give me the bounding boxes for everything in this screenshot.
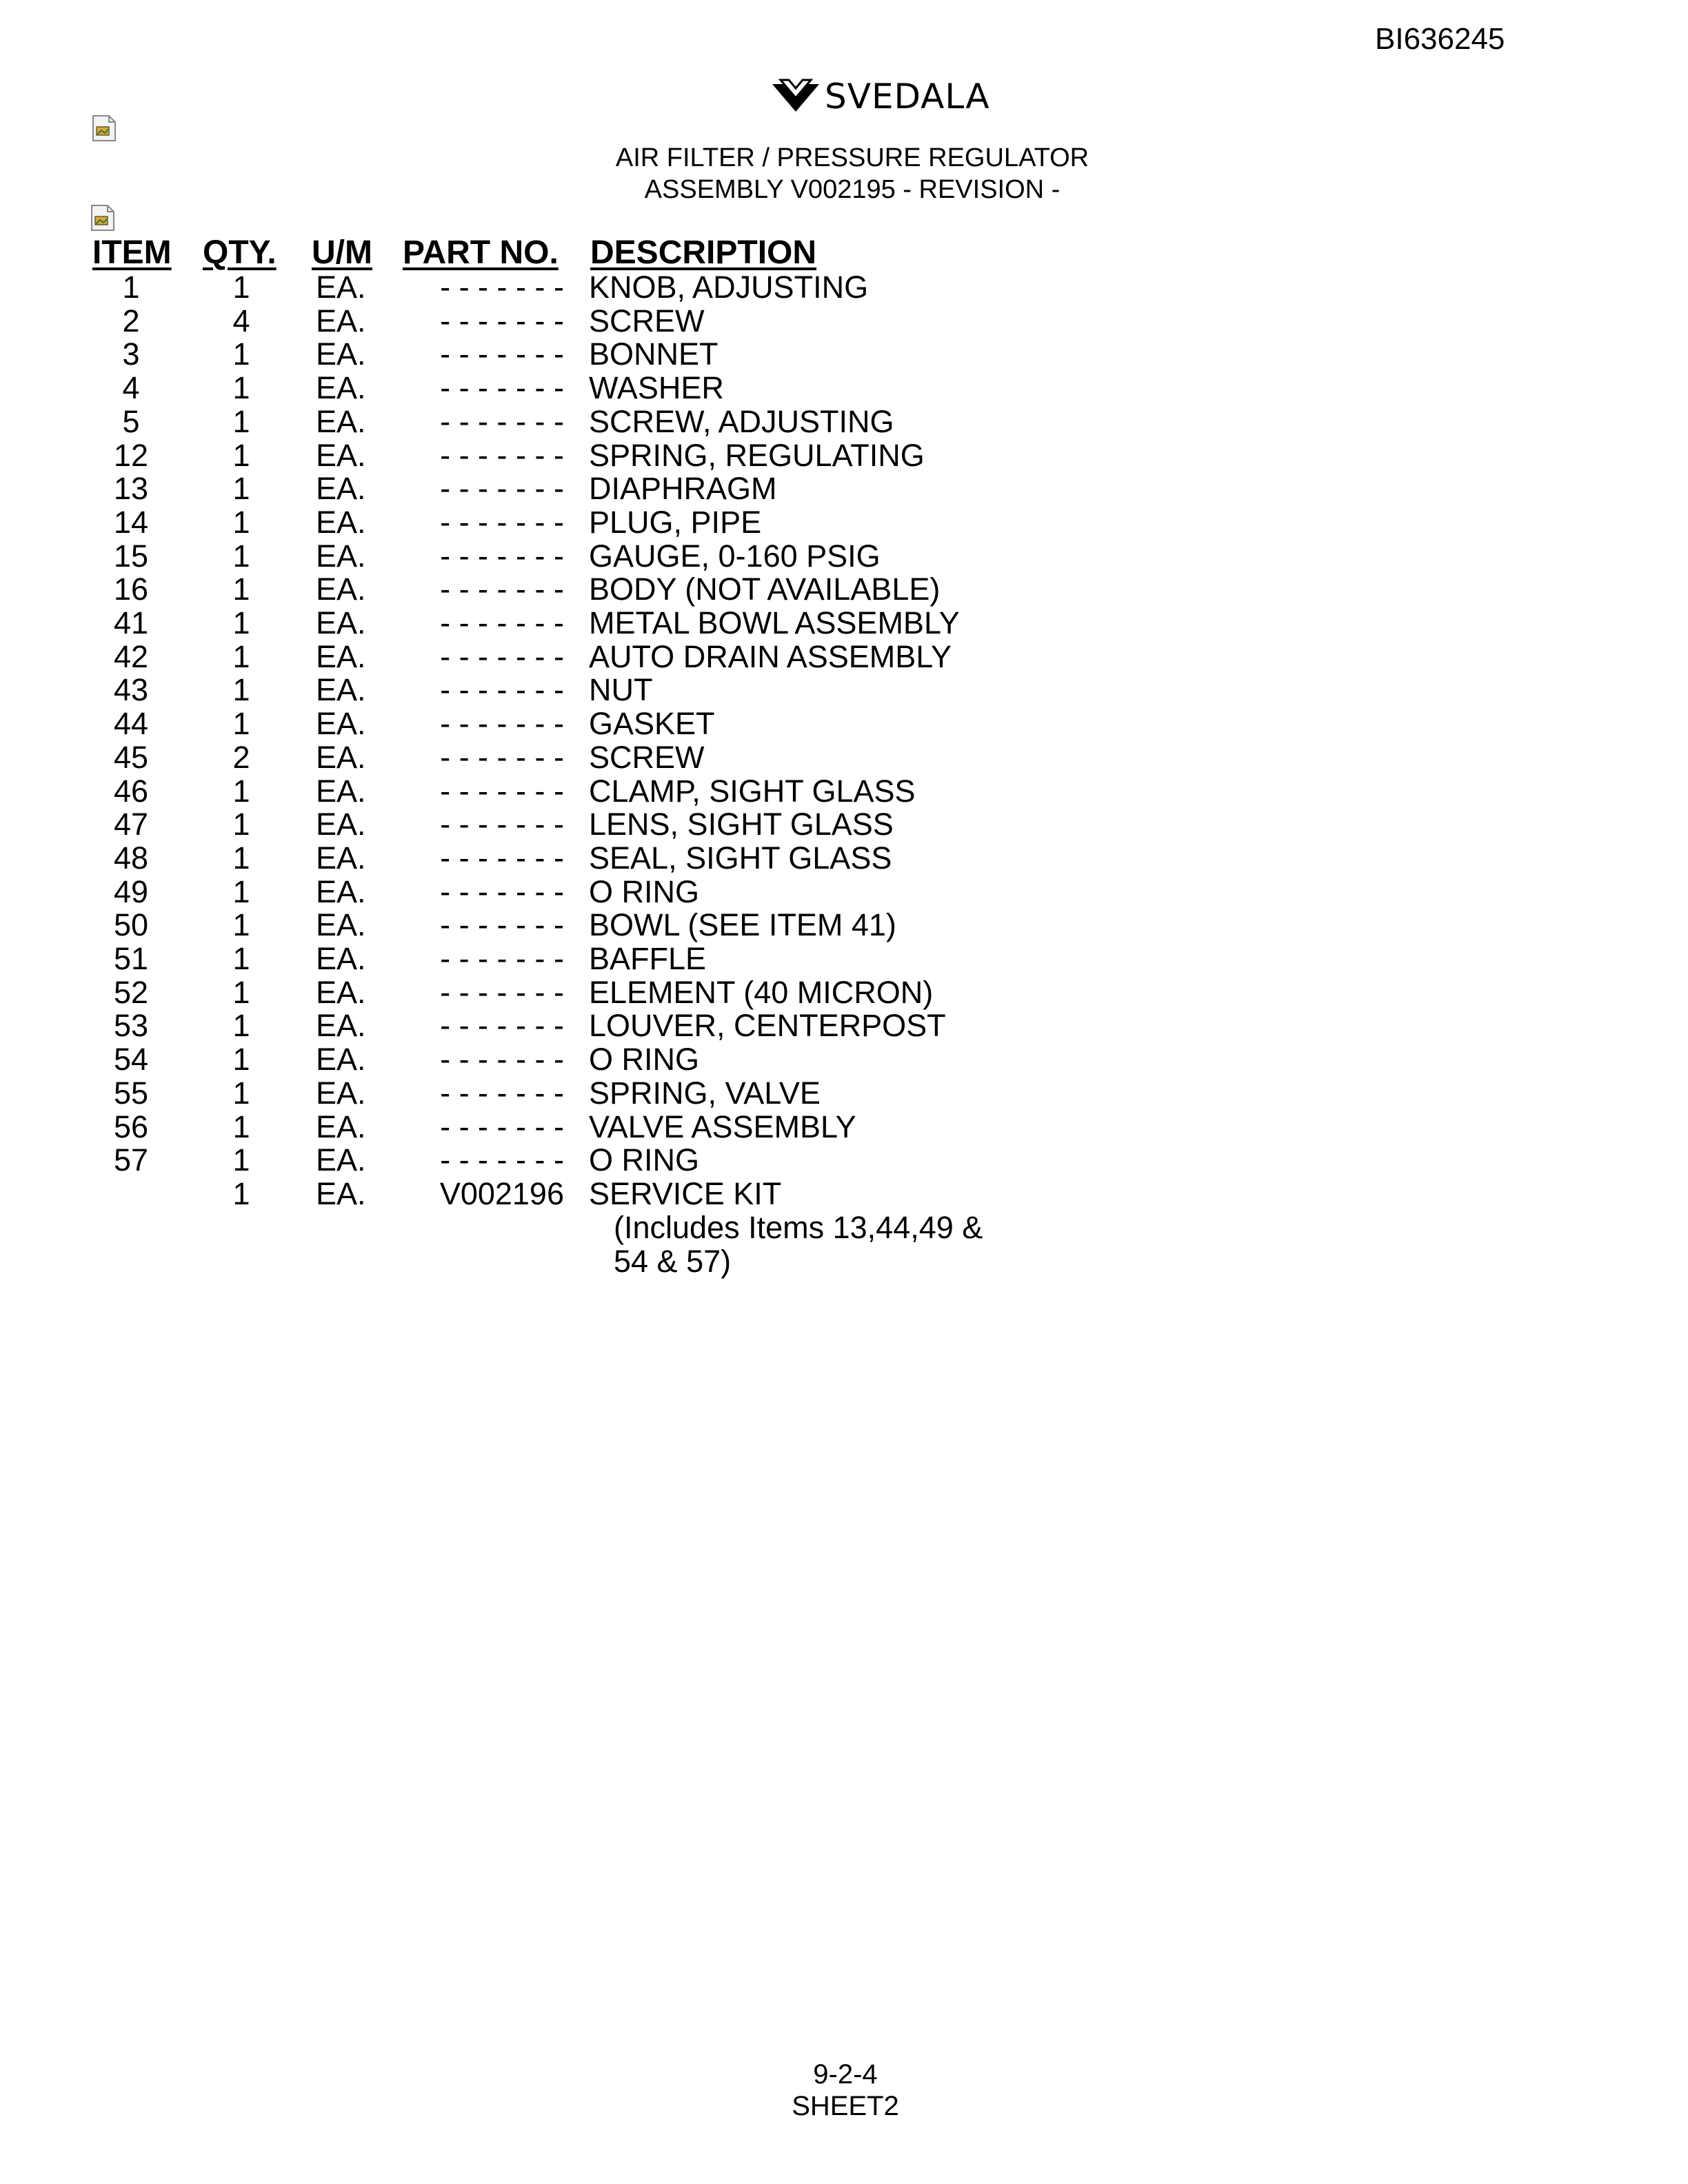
cell-qty: 4: [232, 303, 250, 338]
cell-part: V002196: [439, 1176, 564, 1211]
cell-desc: O RING: [589, 874, 700, 909]
cell-um: EA.: [316, 907, 366, 942]
cell-qty: 1: [232, 639, 250, 674]
cell-item: 5: [122, 404, 140, 439]
cell-item: 54: [113, 1042, 149, 1077]
cell-item: 53: [113, 1008, 149, 1043]
cell-desc: BONNET: [589, 336, 719, 372]
cell-part: - - - - - - -: [440, 941, 564, 976]
cell-desc: AUTO DRAIN ASSEMBLY: [589, 639, 952, 674]
cell-qty: 1: [232, 1142, 250, 1177]
table-row: [0, 1110, 1688, 1144]
cell-qty: 1: [232, 1008, 250, 1043]
cell-desc: SCREW: [589, 303, 705, 338]
cell-desc: SPRING, VALVE: [589, 1075, 821, 1111]
cell-qty: 1: [232, 807, 250, 842]
cell-item: 50: [113, 907, 149, 942]
table-row: [0, 606, 1688, 640]
cell-um: EA.: [316, 975, 366, 1010]
column-header-description: DESCRIPTION: [590, 234, 817, 271]
table-row: [0, 270, 1688, 304]
cell-qty: 1: [232, 1042, 250, 1077]
cell-part: - - - - - - -: [440, 605, 564, 640]
cell-part: - - - - - - -: [440, 639, 564, 674]
page-footer: [0, 2059, 1688, 2122]
cell-um: EA.: [316, 505, 366, 540]
cell-um: EA.: [316, 303, 366, 338]
table-row: [0, 1042, 1688, 1076]
cell-item: 45: [113, 740, 149, 775]
cell-qty: 1: [232, 572, 250, 607]
column-header-item: ITEM: [92, 234, 172, 271]
cell-qty: 1: [232, 605, 250, 640]
cell-part: - - - - - - -: [440, 774, 564, 809]
document-id: BI636245: [1375, 22, 1505, 56]
cell-um: EA.: [316, 774, 366, 809]
cell-desc: ELEMENT (40 MICRON): [589, 975, 934, 1010]
cell-desc: SEAL, SIGHT GLASS: [589, 840, 892, 876]
cell-item: 57: [113, 1142, 149, 1177]
cell-desc: KNOB, ADJUSTING: [589, 270, 869, 305]
cell-um: EA.: [316, 1042, 366, 1077]
cell-um: EA.: [316, 639, 366, 674]
cell-um: EA.: [316, 1109, 366, 1144]
table-row: [0, 841, 1688, 875]
cell-part: - - - - - - -: [440, 672, 564, 707]
cell-part: - - - - - - -: [440, 1042, 564, 1077]
cell-part: - - - - - - -: [440, 303, 564, 338]
table-row: [0, 673, 1688, 707]
svedala-chevron-icon: [770, 77, 822, 116]
cell-um: EA.: [316, 404, 366, 439]
cell-item: 47: [113, 807, 149, 842]
cell-qty: 1: [232, 505, 250, 540]
table-row: [0, 572, 1688, 606]
cell-qty: 1: [232, 672, 250, 707]
cell-part: - - - - - - -: [440, 505, 564, 540]
cell-um: EA.: [316, 1075, 366, 1111]
cell-part: - - - - - - -: [440, 572, 564, 607]
cell-qty: 1: [232, 1109, 250, 1144]
table-row: [0, 875, 1688, 909]
table-row: [0, 405, 1688, 438]
cell-item: 46: [113, 774, 149, 809]
assembly-title: [0, 142, 1688, 205]
cell-desc: GAUGE, 0-160 PSIG: [589, 538, 881, 574]
cell-desc: LOUVER, CENTERPOST: [589, 1008, 946, 1043]
cell-part: - - - - - - -: [440, 706, 564, 741]
cell-item: 55: [113, 1075, 149, 1111]
cell-part: - - - - - - -: [440, 907, 564, 942]
table-row: [0, 774, 1688, 808]
sheet-label: SHEET2: [792, 2091, 899, 2121]
cell-part: - - - - - - -: [440, 975, 564, 1010]
cell-item: 4: [122, 370, 140, 405]
cell-qty: 1: [232, 874, 250, 909]
table-row: [0, 1076, 1688, 1110]
cell-part: - - - - - - -: [440, 1109, 564, 1144]
cell-part: - - - - - - -: [440, 807, 564, 842]
title-line-1: AIR FILTER / PRESSURE REGULATOR: [615, 143, 1089, 172]
table-row: [0, 942, 1688, 975]
cell-desc: O RING: [589, 1042, 700, 1077]
table-row: [0, 539, 1688, 573]
cell-item: 49: [113, 874, 149, 909]
cell-qty: 1: [232, 404, 250, 439]
cell-item: 44: [113, 706, 149, 741]
cell-part: - - - - - - -: [440, 270, 564, 305]
cell-desc: LENS, SIGHT GLASS: [589, 807, 894, 842]
cell-um: EA.: [316, 438, 366, 473]
table-row: [0, 1177, 1688, 1211]
cell-desc: NUT: [589, 672, 653, 707]
table-row: [0, 1143, 1688, 1177]
cell-part: - - - - - - -: [440, 538, 564, 574]
cell-desc: SCREW, ADJUSTING: [589, 404, 894, 439]
cell-um: EA.: [316, 874, 366, 909]
kit-note-line-2: 54 & 57): [614, 1244, 732, 1279]
cell-part: - - - - - - -: [440, 471, 564, 506]
table-row: [0, 1009, 1688, 1042]
cell-desc: SERVICE KIT: [589, 1176, 782, 1211]
cell-um: EA.: [316, 1176, 366, 1211]
cell-item: 43: [113, 672, 149, 707]
cell-part: - - - - - - -: [440, 1008, 564, 1043]
table-row: [0, 304, 1688, 338]
cell-desc: BODY (NOT AVAILABLE): [589, 572, 941, 607]
cell-item: 41: [113, 605, 149, 640]
cell-qty: 1: [232, 370, 250, 405]
cell-item: 13: [113, 471, 149, 506]
cell-item: 42: [113, 639, 149, 674]
cell-item: 12: [113, 438, 149, 473]
table-row: [0, 371, 1688, 405]
table-row: [0, 337, 1688, 371]
table-row: [0, 807, 1688, 841]
cell-qty: 1: [232, 975, 250, 1010]
cell-item: 51: [113, 941, 149, 976]
cell-um: EA.: [316, 672, 366, 707]
cell-um: EA.: [316, 336, 366, 372]
cell-qty: 1: [232, 270, 250, 305]
table-row: [0, 740, 1688, 774]
cell-part: - - - - - - -: [440, 740, 564, 775]
table-row: [0, 438, 1688, 472]
logo-text: SVEDALA: [825, 77, 990, 117]
cell-qty: 1: [232, 336, 250, 372]
table-row: [0, 975, 1688, 1009]
cell-qty: 1: [232, 907, 250, 942]
cell-desc: BOWL (SEE ITEM 41): [589, 907, 896, 942]
cell-desc: CLAMP, SIGHT GLASS: [589, 774, 916, 809]
cell-um: EA.: [316, 370, 366, 405]
cell-part: - - - - - - -: [440, 874, 564, 909]
cell-part: - - - - - - -: [440, 1142, 564, 1177]
cell-qty: 1: [232, 840, 250, 876]
cell-desc: VALVE ASSEMBLY: [589, 1109, 856, 1144]
cell-qty: 1: [232, 706, 250, 741]
title-line-2: ASSEMBLY V002195 - REVISION -: [644, 175, 1061, 204]
cell-item: 3: [122, 336, 140, 372]
column-header-um: U/M: [312, 234, 372, 271]
broken-image-icon: [91, 114, 117, 142]
cell-um: EA.: [316, 1008, 366, 1043]
cell-desc: DIAPHRAGM: [589, 471, 777, 506]
cell-qty: 1: [232, 438, 250, 473]
table-row: [0, 640, 1688, 674]
company-logo: [770, 74, 990, 119]
cell-um: EA.: [316, 740, 366, 775]
cell-part: - - - - - - -: [440, 840, 564, 876]
cell-part: - - - - - - -: [440, 404, 564, 439]
cell-um: EA.: [316, 270, 366, 305]
cell-item: 16: [113, 572, 149, 607]
cell-item: 1: [122, 270, 140, 305]
cell-um: EA.: [316, 807, 366, 842]
cell-item: 48: [113, 840, 149, 876]
cell-part: - - - - - - -: [440, 1075, 564, 1111]
cell-desc: PLUG, PIPE: [589, 505, 762, 540]
table-row: [0, 707, 1688, 740]
table-row: [0, 908, 1688, 942]
cell-qty: 1: [232, 1176, 250, 1211]
cell-um: EA.: [316, 706, 366, 741]
cell-part: - - - - - - -: [440, 438, 564, 473]
cell-um: EA.: [316, 1142, 366, 1177]
column-header-qty: QTY.: [203, 234, 277, 271]
cell-um: EA.: [316, 941, 366, 976]
cell-item: 52: [113, 975, 149, 1010]
cell-part: - - - - - - -: [440, 370, 564, 405]
cell-desc: GASKET: [589, 706, 715, 741]
table-row: [0, 505, 1688, 539]
cell-desc: WASHER: [589, 370, 724, 405]
cell-part: - - - - - - -: [440, 336, 564, 372]
kit-note-line-1: (Includes Items 13,44,49 &: [614, 1210, 983, 1245]
cell-um: EA.: [316, 572, 366, 607]
cell-item: 56: [113, 1109, 149, 1144]
cell-qty: 1: [232, 538, 250, 574]
cell-qty: 1: [232, 941, 250, 976]
cell-item: 2: [122, 303, 140, 338]
cell-um: EA.: [316, 840, 366, 876]
cell-item: 15: [113, 538, 149, 574]
cell-item: 14: [113, 505, 149, 540]
table-row: [0, 472, 1688, 505]
cell-um: EA.: [316, 471, 366, 506]
cell-qty: 2: [232, 740, 250, 775]
page-number: 9-2-4: [813, 2059, 878, 2090]
broken-image-icon: [90, 204, 116, 232]
cell-desc: BAFFLE: [589, 941, 707, 976]
cell-qty: 1: [232, 774, 250, 809]
cell-desc: METAL BOWL ASSEMBLY: [589, 605, 960, 640]
cell-qty: 1: [232, 471, 250, 506]
cell-qty: 1: [232, 1075, 250, 1111]
column-header-part-no: PART NO.: [403, 234, 559, 271]
cell-desc: SCREW: [589, 740, 705, 775]
cell-desc: O RING: [589, 1142, 700, 1177]
cell-desc: SPRING, REGULATING: [589, 438, 925, 473]
cell-um: EA.: [316, 605, 366, 640]
cell-um: EA.: [316, 538, 366, 574]
